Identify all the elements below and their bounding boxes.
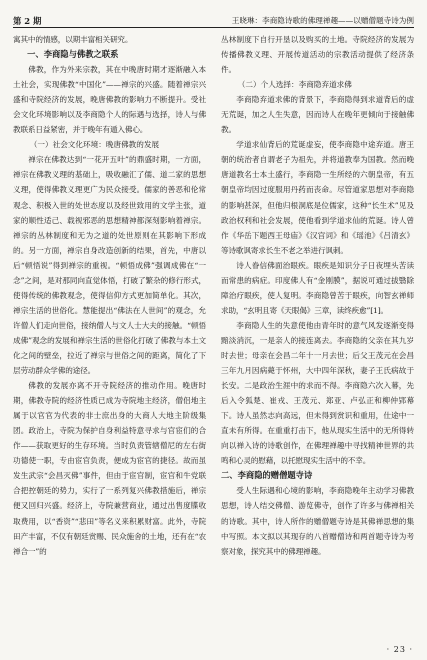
paragraph: 禅宗在佛教达到“一花开五叶”的鼎盛时期，一方面，禅宗在佛教义理的基础上，吸收融汇了儒、道二家的思想义理，使得佛教义理更广为民众接受。儒家的善恶和伦常观念、积极入世的处世态度以及经世致用的文学主张，道家的顺性适己、载视邪恶的思想精神都深刻影响着禅宗。禅宗的丛林制度和无为之道的处世原则在其影响下形成的。另一方面，禅宗自身改造创新的结果，首先，中唐以后“顿悟说”得到禅宗的重视。“顿悟成佛”强调成佛在“一念”之间，是对那同向直觉体悟，打破了繁杂的修行形式，使得传统的佛教观念，使得信仰方式更加简单化。其次，禅宗生活的世俗化。慧能提出“佛法在人世间”的观念，允许僧人们走向世俗，接纳僧人与文人士大夫的接触。“顿悟成佛”观念的发展和禅宗生活的世俗化打破了佛教与本土文化之间的壁垒，拉近了禅宗与世俗之间的距离，简化了下层劳动群众学佛的途径。 xyxy=(13,155,206,376)
paragraph: 李商隐弃道求佛的背景下，李商隐得到求道背后的虚无荒诞，加之人生失意，因而诗人在晚年更倾向于接触佛教。 xyxy=(221,95,414,135)
section-heading: 二、李商隐的赠僧题寺诗 xyxy=(221,470,313,481)
paragraph: 佛教，作为外来宗教，其在中晚唐时期才逐渐融入本土社会，实现佛教“中国化”——禅宗的兴盛。随着禅宗兴盛和寺院经济的发展，晚唐佛教的影响力不断提升。受社会文化环境影响以及李商隐个人的际遇与选择，诗人与佛教联系日益紧密，并于晚年有遁入佛心。 xyxy=(13,65,206,135)
subsection-heading: （二）个人选择：李商隐弃道求佛 xyxy=(237,80,352,90)
header-rule xyxy=(13,27,414,28)
paragraph: 佛教的发展亦离不开寺院经济的推动作用。晚唐时期，佛教寺院的经济性质已成为寺院地主经济，僧侣地主属于以官官为代表的非士庶出身的大商人大地主阶级集团。政治上，寺院为保护自身利益特意寻求与官宦们的合作——获取更好的生存环境。当时负责管辖僧尼的左右街功德使一职，专由宦官负责，便成为宦官的捷径。故而虽发生武宗“会昌灭佛”事件，但由于宦官制，宦官和牛党联合把控朝廷的势力，实行了一系列复兴佛教措施后，禅宗便又回归兴盛。经济上，寺院兼营商业，通过出售度牒收取费用，以“香资”“悲田”等名义来积累财富。此外，寺院田产丰富，不仅有朝廷赏赐、民众施舍的土地，还有在“农禅合一”的 xyxy=(13,381,206,556)
body-columns xyxy=(13,32,414,559)
section-heading: 一、李商隐与佛教之联系 xyxy=(27,49,119,60)
paragraph: 寓其中的情感，以期丰富相关研究。 xyxy=(13,35,133,44)
running-header xyxy=(13,9,414,25)
paragraph: 李商隐人生的失意使他由青年时的意气风发逐渐变得黯淡消沉，一是亲人的接连离去。李商隐的父亲在其九岁时去世；母亲在会昌二年十一月去世；后父王茂元在会昌三年九月因病薨于怀州，大中四年深秋，妻子王氏病故于长安。二是政治生涯中的求而不得。李商隐六次入幕，先后入令狐楚、崔戎、王茂元、郑亚、卢弘正和柳仲郢幕下。诗人虽然志向高远，但未得到赏识和重用，仕途中一直未有所得。在重重打击下，他从现实生活中的无所得转向以禅入诗的诗歌创作，在佛理禅趣中寻找精神世界的共鸣和心灵的慰藉，以托慰现实生活中的不幸。 xyxy=(221,320,414,466)
page-number: · 23 · xyxy=(386,645,413,654)
running-title: 王晓琳：李商隐诗歌的佛理禅趣——以赠僧题寺诗为例 xyxy=(231,16,414,26)
subsection-heading: （一）社会文化环境：晚唐佛教的发展 xyxy=(29,140,160,150)
paragraph: 诗人眷信佛面治眼疾。眼疾是知识分子日夜埋头苦读而常患的病症。印度佛人有“金刚膜”，据说可通过拔翳除障治疗眼疾，使人复明。李商隐曾苦于眼疾，向智玄禅师求助，“玄明且寄《天眼偈》三章，读终疾愈”[1]。 xyxy=(221,260,414,315)
left-column xyxy=(13,32,206,559)
paragraph: 学道求仙背后的荒诞虚妄，使李商隐中途弃道。唐王朝的统治者自谓老子为祖先，并将道教奉为国教。然而晚唐道教名士本土盛行，李商隐一生所经的六朝皇帝，有五朝皇帝均因过度服用丹药而丧命。尽管道家思想对李商隐的影响甚深，但他归根洞底是位儒家，这种“长生术”见及政治权利和社会发展，使他看到学道求仙的荒诞。诗人曾作《华岳下题西王母庙》《汉宫词》和《瑶池》《吕清玄》等诗歌讽寄求长生不老之举进行讽刺。 xyxy=(221,140,414,255)
issue-number: 第 2 期 xyxy=(13,15,42,26)
paragraph: 丛林制度下自行开垦以及购买的土地。寺院经济的发展为传播佛教义理、开展传道活动的宗教活动提供了经济条件。 xyxy=(221,35,414,75)
paragraph: 受人生际遇和心境的影响，李商隐晚年主动学习佛教思想，诗人结交佛僧、游览佛寺，创作了许多与佛禅相关的诗歌。其中，诗人所作的赠僧题寺诗是其佛禅思想的集中写照。本文拟以其现存的八首赠僧诗和两首题寺诗为考察对象，探究其中的佛理禅趣。 xyxy=(221,486,414,556)
right-column xyxy=(221,32,414,559)
